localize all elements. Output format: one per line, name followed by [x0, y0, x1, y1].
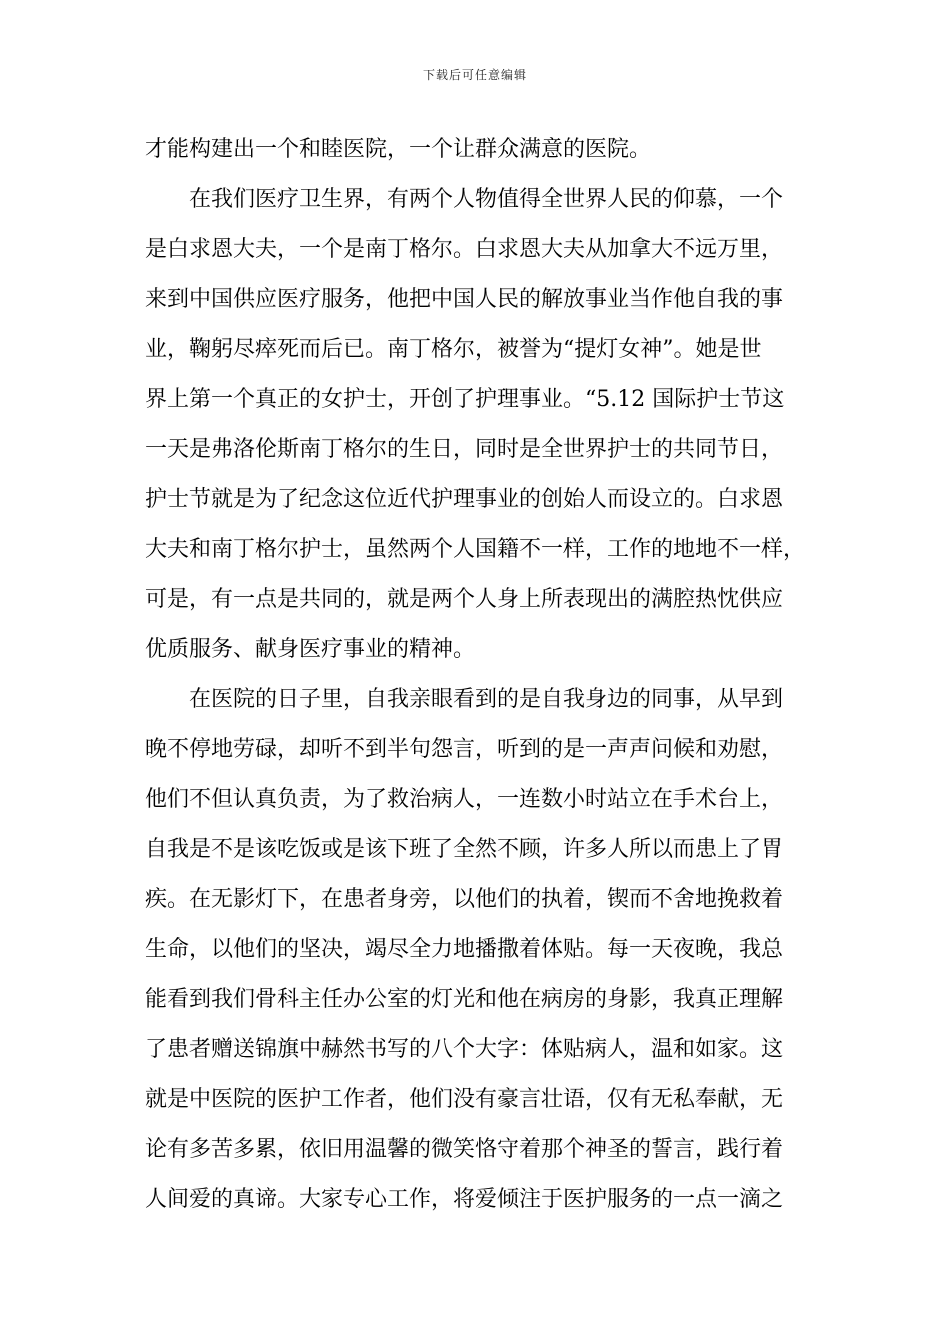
text-line: 是白求恩大夫，一个是南丁格尔。白求恩大夫从加拿大不远万里， — [145, 237, 784, 262]
text-line: 就是中医院的医护工作者，他们没有豪言壮语，仅有无私奉献，无 — [145, 1087, 784, 1112]
text-line: 自我是不是该吃饭或是该下班了全然不顾，许多人所以而患上了胃 — [145, 837, 784, 862]
text-line-paragraph-start: 在我们医疗卫生界，有两个人物值得全世界人民的仰慕，一个 — [189, 187, 784, 212]
text-line: 界上第一个真正的女护士，开创了护理事业。“5.12 国际护士节这 — [145, 387, 785, 412]
text-line: 可是，有一点是共同的，就是两个人身上所表现出的满腔热忱供应 — [145, 587, 784, 612]
text-line: 大夫和南丁格尔护士，虽然两个人国籍不一样，工作的地地不一样， — [145, 537, 806, 562]
text-line: 人间爱的真谛。大家专心工作，将爱倾注于医护服务的一点一滴之 — [145, 1187, 784, 1212]
text-line-paragraph-start: 在医院的日子里，自我亲眼看到的是自我身边的同事，从早到 — [189, 687, 784, 712]
text-line: 一天是弗洛伦斯南丁格尔的生日，同时是全世界护士的共同节日， — [145, 437, 784, 462]
text-line: 护士节就是为了纪念这位近代护理事业的创始人而设立的。白求恩 — [145, 487, 784, 512]
text-line: 疾。在无影灯下，在患者身旁，以他们的执着，锲而不舍地挽救着 — [145, 887, 784, 912]
text-line: 论有多苦多累，依旧用温馨的微笑恪守着那个神圣的誓言，践行着 — [145, 1137, 784, 1162]
text-line: 了患者赠送锦旗中赫然书写的八个大字：体贴病人，温和如家。这 — [145, 1037, 784, 1062]
text-line: 他们不但认真负责，为了救治病人，一连数小时站立在手术台上， — [145, 787, 784, 812]
text-line: 晚不停地劳碌，却听不到半句怨言，听到的是一声声问候和劝慰， — [145, 737, 784, 762]
text-line: 才能构建出一个和睦医院，一个让群众满意的医院。 — [145, 137, 652, 162]
page-header: 下载后可任意编辑 — [422, 68, 527, 82]
text-line: 优质服务、献身医疗事业的精神。 — [145, 637, 476, 662]
text-line: 能看到我们骨科主任办公室的灯光和他在病房的身影，我真正理解 — [145, 987, 784, 1012]
text-line: 生命，以他们的坚决，竭尽全力地播撒着体贴。每一天夜晚，我总 — [145, 937, 784, 962]
document-body — [145, 125, 805, 1225]
text-line: 来到中国供应医疗服务，他把中国人民的解放事业当作他自我的事 — [145, 287, 784, 312]
text-line: 业，鞠躬尽瘁死而后已。南丁格尔，被誉为“提灯女神”。她是世 — [145, 337, 762, 362]
